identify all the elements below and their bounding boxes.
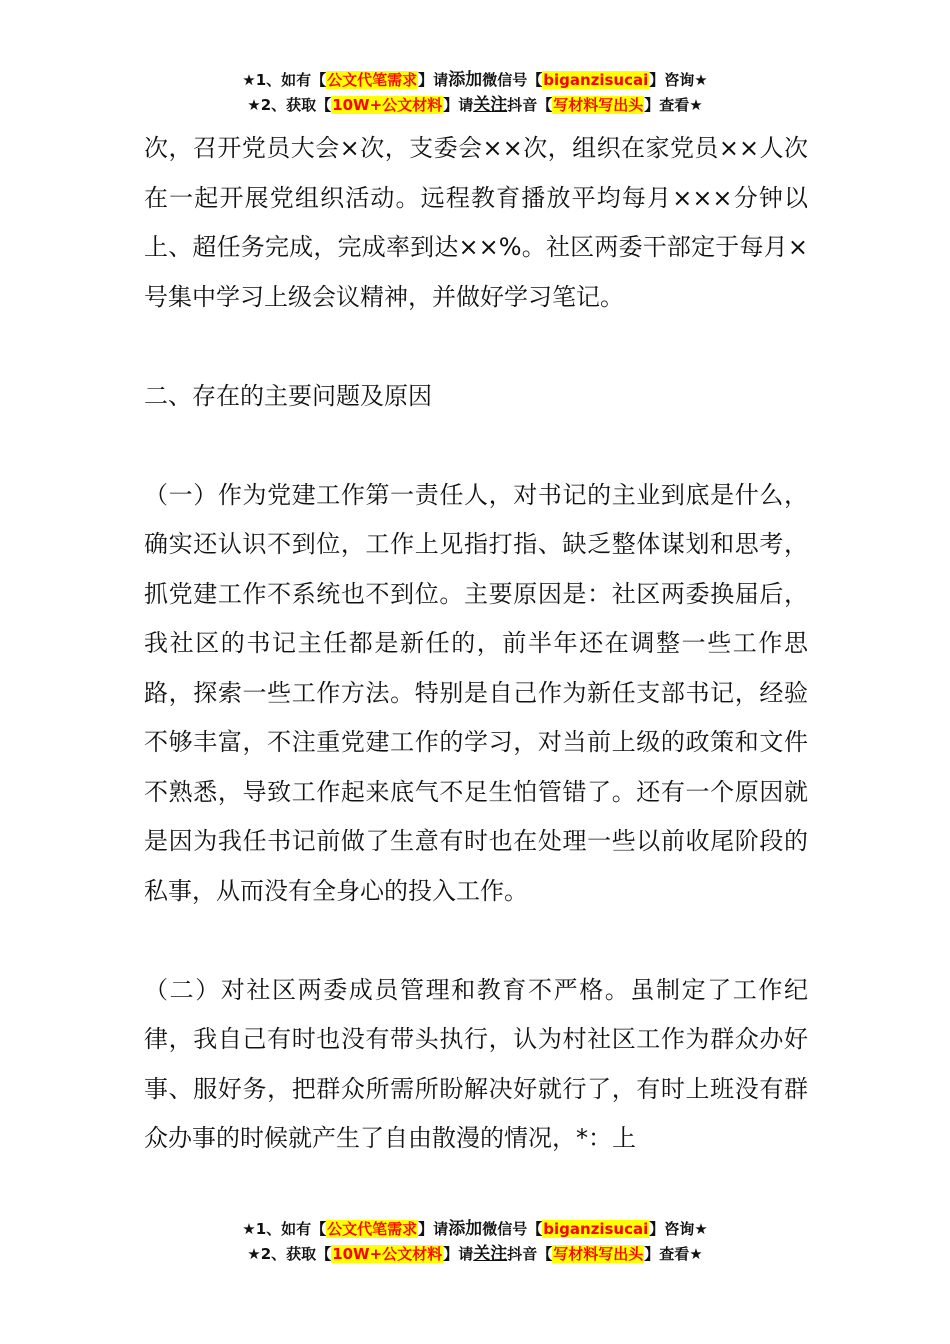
banner-line-2	[0, 1242, 950, 1267]
banner-highlight: 写材料写出头	[553, 96, 644, 114]
banner-text: 】咨询★	[649, 71, 708, 89]
banner-line-2	[0, 93, 950, 118]
paragraph-2: （二）对社区两委成员管理和教育不严格。虽制定了工作纪律，我自己有时也没有带头执行，认为村社区工作为群众办好事、服好务，把群众所需所盼解决好就行了，有时上班没有群众办事的时候就产生了自由散漫的情况，*：上	[144, 975, 808, 1152]
banner-line-1	[0, 1217, 950, 1242]
banner-highlight: 写材料写出头	[553, 1245, 644, 1263]
section-heading: 二、存在的主要问题及原因	[144, 381, 432, 410]
banner-highlight: 10W+公文材料	[332, 1245, 443, 1263]
document-body	[144, 124, 808, 1164]
banner-text: 】查看★	[644, 1245, 703, 1263]
banner-text: 抖音【	[507, 1245, 553, 1263]
banner-text: 】请	[443, 1245, 474, 1263]
banner-text: 】查看★	[644, 96, 703, 114]
banner-text: ★2、获取【	[247, 96, 332, 114]
banner-text: 微信号【	[482, 71, 543, 89]
banner-highlight: 10W+公文材料	[332, 96, 443, 114]
banner-highlight: 公文代笔需求	[327, 71, 418, 89]
banner-emphasis: 添加	[448, 1219, 483, 1239]
banner-line-1	[0, 68, 950, 93]
banner-text: ★1、如有【	[242, 1220, 327, 1238]
footer-banner	[0, 1217, 950, 1267]
banner-highlight: biganzisucai	[543, 71, 649, 89]
banner-emphasis: 添加	[448, 70, 483, 90]
banner-text: 】咨询★	[649, 1220, 708, 1238]
banner-text: 微信号【	[482, 1220, 543, 1238]
banner-text: 】请	[418, 71, 449, 89]
banner-text: ★1、如有【	[242, 71, 327, 89]
banner-text: 抖音【	[507, 96, 553, 114]
paragraph-1: （一）作为党建工作第一责任人，对书记的主业到底是什么，确实还认识不到位，工作上见指打指、缺乏整体谋划和思考，抓党建工作不系统也不到位。主要原因是：社区两委换届后，我社区的书记主任都是新任的，前半年还在调整一些工作思路，探索一些工作方法。特别是自己作为新任支部书记，经验不够丰富，不注重党建工作的学习，对当前上级的政策和文件不熟悉，导致工作起来底气不足生怕管错了。还有一个原因就是因为我任书记前做了生意有时也在处理一些以前收尾阶段的私事，从而没有全身心的投入工作。	[144, 480, 808, 905]
banner-emphasis: 关注	[473, 95, 508, 115]
banner-highlight: 公文代笔需求	[327, 1220, 418, 1238]
banner-text: 】请	[418, 1220, 449, 1238]
paragraph-continued: 次，召开党员大会×次，支委会××次，组织在家党员××人次在一起开展党组织活动。远程教育播放平均每月×××分钟以上、超任务完成，完成率到达××%。社区两委干部定于每月×号集中学习上级会议精神，并做好学习笔记。	[144, 134, 808, 311]
banner-text: 】请	[443, 96, 474, 114]
banner-emphasis: 关注	[473, 1244, 508, 1264]
banner-highlight: biganzisucai	[543, 1220, 649, 1238]
banner-text: ★2、获取【	[247, 1245, 332, 1263]
header-banner	[0, 68, 950, 118]
